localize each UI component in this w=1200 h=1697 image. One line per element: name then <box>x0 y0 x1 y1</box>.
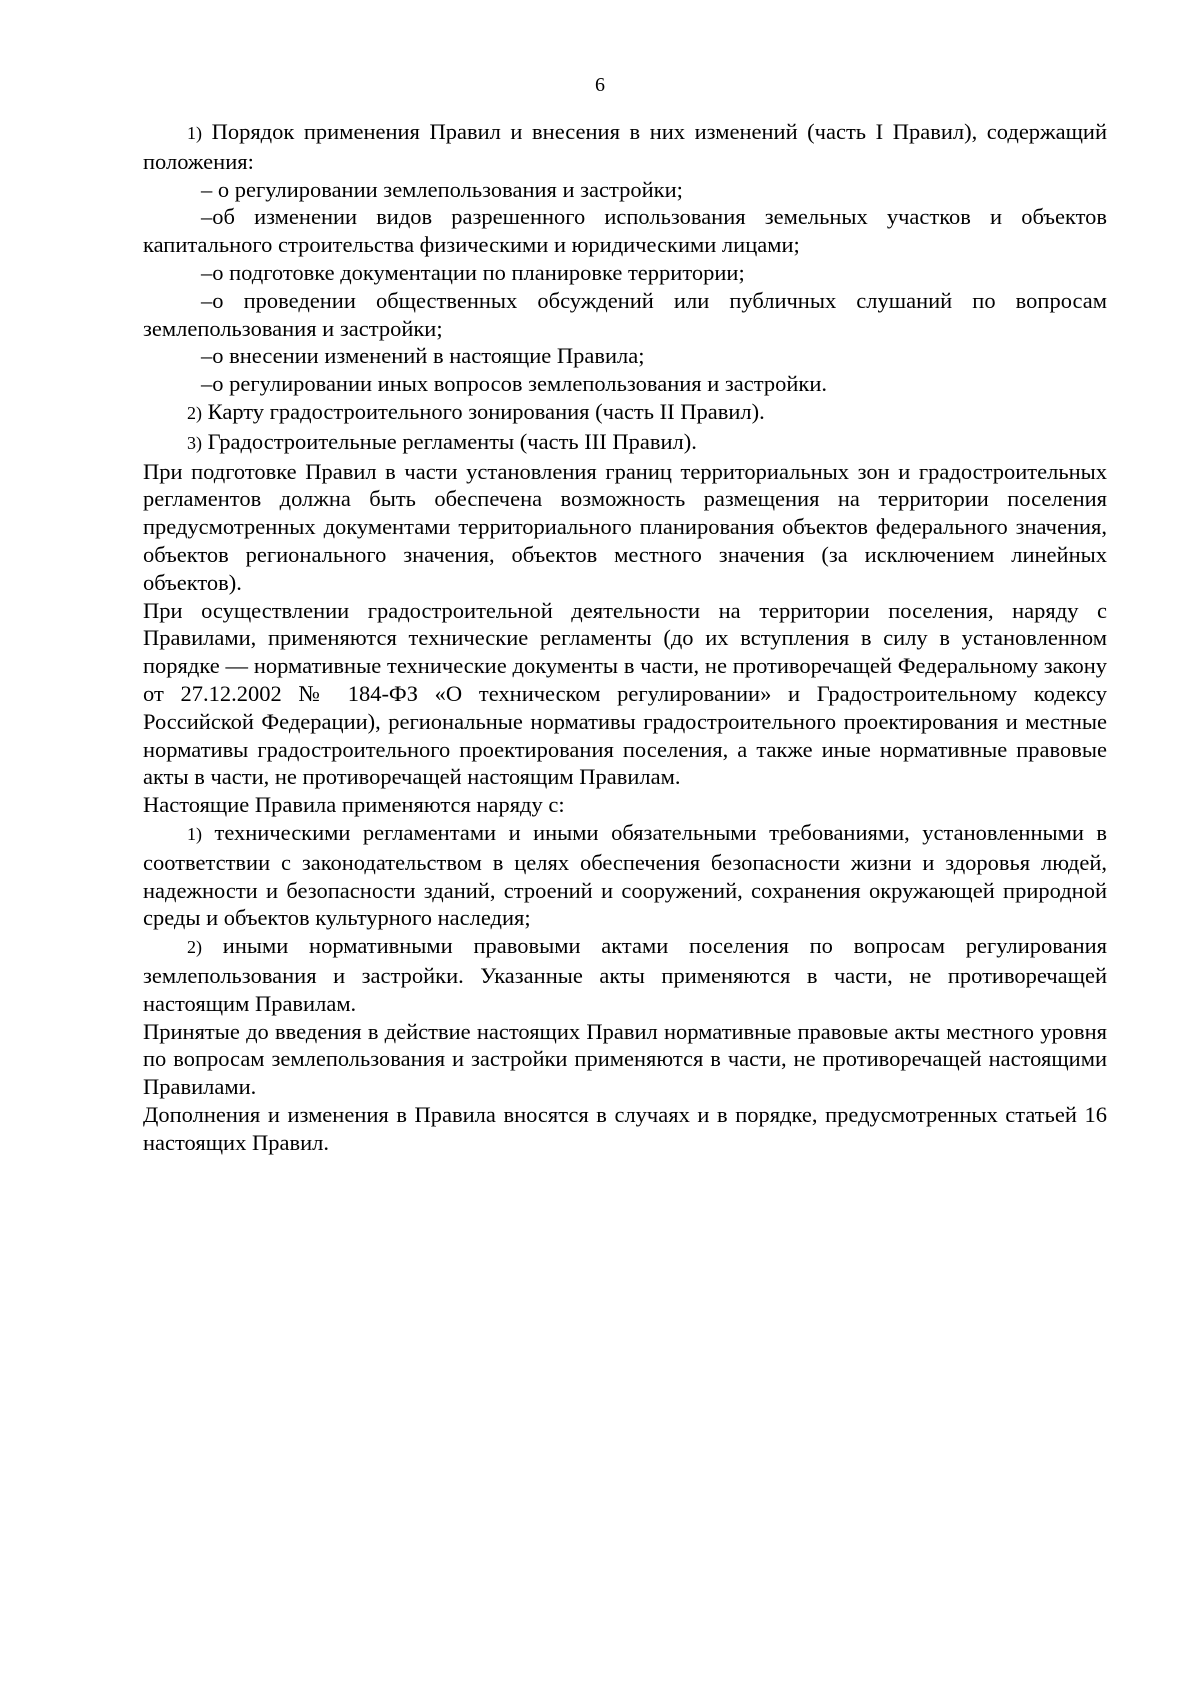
page-number: 6 <box>595 74 605 96</box>
applied-number: 2) <box>187 937 202 958</box>
provision-item: –о регулировании иных вопросов землепользования и застройки. <box>201 371 828 397</box>
applied-number: 1) <box>187 823 202 844</box>
part-text: Карту градостроительного зонирования (часть II Правил). <box>202 398 765 424</box>
amendments-paragraph: Дополнения и изменения в Правила вносятся в случаях и в порядке, предусмотренных статьей 16 настоящих Правил. <box>143 1101 1107 1155</box>
intro-paragraph <box>143 118 1107 176</box>
part-item <box>143 398 1107 428</box>
provision-item: –об изменении видов разрешенного использования земельных участков и объектов капитального строительства физическими и юридическими лицами; <box>143 204 1107 258</box>
part-number: 2) <box>187 402 202 423</box>
document-body <box>143 118 1107 1156</box>
applied-item <box>143 932 1107 1017</box>
applied-text: иными нормативными правовыми актами поселения по вопросам регулирования землепользования и застройки. Указанные акты применяются в части, не противоречащей настоящим Правилам. <box>143 933 1107 1016</box>
activity-paragraph: При осуществлении градостроительной деятельности на территории поселения, наряду с Правилами, применяются технические регламенты (до их вступления в силу в установленном порядке — нормативные технические документы в части, не противоречащей Федеральному закону от 27.12.2002 № 184-ФЗ «О техническом регулировании» и Градостроительному кодексу Российской Федерации), региональные нормативы градостроительного проектирования и местные нормативы градостроительного проектирования поселения, а также иные нормативные правовые акты в части, не противоречащей настоящим Правилам. <box>143 597 1107 790</box>
provision-item: –о подготовке документации по планировке территории; <box>201 259 745 285</box>
part-number: 3) <box>187 432 202 453</box>
part-text: Градостроительные регламенты (часть III Правил). <box>202 428 697 454</box>
part-item <box>143 428 1107 458</box>
applied-text: техническими регламентами и иными обязательными требованиями, установленными в соответствии с законодательством в целях обеспечения безопасности жизни и здоровья людей, надежности и безопасности зданий, строений и сооружений, сохранения окружающей природной среды и объектов культурного наследия; <box>143 819 1107 931</box>
applied-with-paragraph: Настоящие Правила применяются наряду с: <box>143 792 565 818</box>
intro-text: Порядок применения Правил и внесения в них изменений (часть I Правил), содержащий положения: <box>143 119 1107 174</box>
applied-item <box>143 819 1107 932</box>
intro-number: 1) <box>187 123 202 143</box>
provision-item: –о проведении общественных обсуждений или публичных слушаний по вопросам землепользования и застройки; <box>143 287 1107 341</box>
prior-acts-paragraph: Принятые до введения в действие настоящих Правил нормативные правовые акты местного уровня по вопросам землепользования и застройки применяются в части, не противоречащей настоящими Правилами. <box>143 1018 1107 1100</box>
preparation-paragraph: При подготовке Правил в части установления границ территориальных зон и градостроительных регламентов должна быть обеспечена возможность размещения на территории поселения предусмотренных документами территориального планирования объектов федерального значения, объектов регионального значения, объектов местного значения (за исключением линейных объектов). <box>143 458 1107 595</box>
provision-item: –о внесении изменений в настоящие Правила; <box>201 343 645 369</box>
provision-item: – о регулировании землепользования и застройки; <box>201 176 683 202</box>
